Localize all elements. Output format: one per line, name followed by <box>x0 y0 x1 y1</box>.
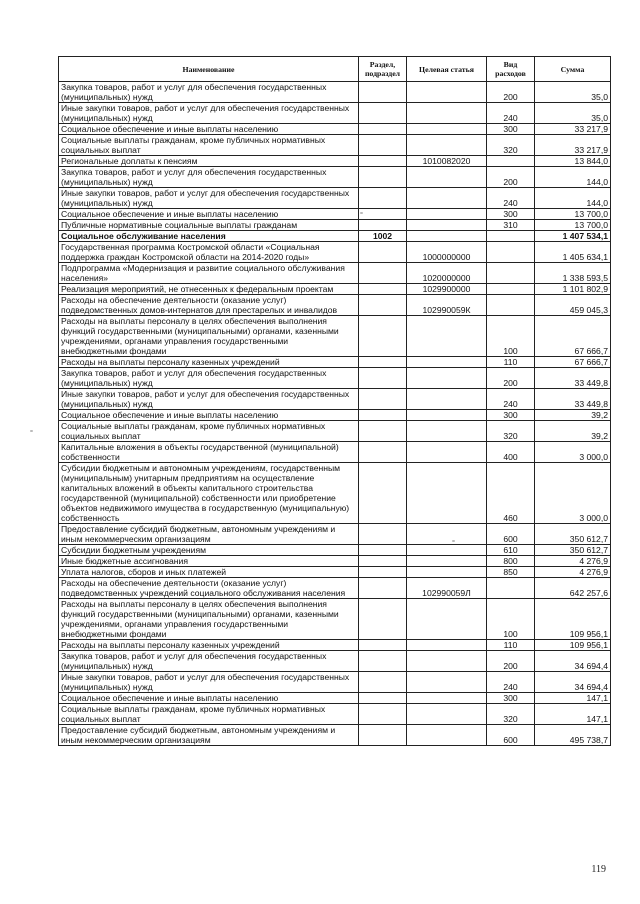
cell-section <box>359 368 407 389</box>
table-row <box>59 231 611 242</box>
table-row <box>59 284 611 295</box>
cell-amount: 144,0 <box>535 188 611 209</box>
cell-section <box>359 156 407 167</box>
cell-cost-item <box>407 567 487 578</box>
table-row <box>59 599 611 640</box>
cell-section <box>359 284 407 295</box>
cell-amount: 147,1 <box>535 693 611 704</box>
cell-amount: 495 738,7 <box>535 725 611 746</box>
table-row <box>59 389 611 410</box>
cell-name: Предоставление субсидий бюджетным, автономным учреждениям и иным некоммерческим организациям <box>59 524 359 545</box>
cell-section <box>359 693 407 704</box>
cell-name: Публичные нормативные социальные выплаты гражданам <box>59 220 359 231</box>
table-row <box>59 209 611 220</box>
table-row <box>59 188 611 209</box>
cell-amount: 4 276,9 <box>535 556 611 567</box>
cell-section <box>359 725 407 746</box>
cell-amount: 13 700,0 <box>535 220 611 231</box>
cell-amount: 67 666,7 <box>535 357 611 368</box>
table-row <box>59 672 611 693</box>
cell-section <box>359 124 407 135</box>
cell-expense-type: 600 <box>487 524 535 545</box>
cell-section: 1002 <box>359 231 407 242</box>
cell-cost-item <box>407 556 487 567</box>
cell-expense-type <box>487 284 535 295</box>
cell-expense-type: 320 <box>487 704 535 725</box>
cell-cost-item <box>407 545 487 556</box>
cell-section <box>359 167 407 188</box>
cell-cost-item: 102990059Л <box>407 578 487 599</box>
cell-amount: 1 101 802,9 <box>535 284 611 295</box>
table-row <box>59 651 611 672</box>
cell-cost-item <box>407 704 487 725</box>
cell-section <box>359 295 407 316</box>
cell-name: Расходы на выплаты персоналу в целях обеспечения выполнения функций государственными (муниципальными) органами, казенными учреждениями, органами управления государственными внебюджетными фондами <box>59 316 359 357</box>
table-row <box>59 442 611 463</box>
cell-expense-type: 300 <box>487 693 535 704</box>
cell-cost-item <box>407 672 487 693</box>
table-row <box>59 103 611 124</box>
cell-name: Подпрограмма «Модернизация и развитие социального обслуживания населения» <box>59 263 359 284</box>
cell-cost-item: 1000000000 <box>407 242 487 263</box>
cell-section <box>359 567 407 578</box>
cell-expense-type: 110 <box>487 357 535 368</box>
budget-table <box>58 56 611 746</box>
cell-cost-item <box>407 524 487 545</box>
table-row <box>59 725 611 746</box>
cell-cost-item <box>407 103 487 124</box>
cell-section <box>359 545 407 556</box>
table-row <box>59 410 611 421</box>
cell-expense-type: 200 <box>487 651 535 672</box>
cell-amount: 33 217,9 <box>535 124 611 135</box>
table-row <box>59 135 611 156</box>
cell-expense-type: 240 <box>487 672 535 693</box>
table-row <box>59 704 611 725</box>
cell-amount: 39,2 <box>535 421 611 442</box>
scan-speck <box>30 430 33 432</box>
cell-cost-item <box>407 135 487 156</box>
cell-cost-item <box>407 368 487 389</box>
cell-section <box>359 263 407 284</box>
cell-cost-item <box>407 725 487 746</box>
cell-expense-type <box>487 156 535 167</box>
cell-name: Иные закупки товаров, работ и услуг для обеспечения государственных (муниципальных) нужд <box>59 103 359 124</box>
cell-amount: 3 000,0 <box>535 463 611 524</box>
cell-name: Расходы на выплаты персоналу казенных учреждений <box>59 640 359 651</box>
header-amount: Сумма <box>535 57 611 82</box>
cell-cost-item <box>407 209 487 220</box>
cell-expense-type: 240 <box>487 188 535 209</box>
cell-name: Социальное обслуживание населения <box>59 231 359 242</box>
cell-expense-type: 310 <box>487 220 535 231</box>
cell-expense-type <box>487 578 535 599</box>
cell-cost-item <box>407 640 487 651</box>
cell-cost-item <box>407 421 487 442</box>
cell-amount: 459 045,3 <box>535 295 611 316</box>
cell-expense-type: 300 <box>487 124 535 135</box>
cell-section <box>359 82 407 103</box>
cell-section <box>359 316 407 357</box>
cell-name: Социальное обеспечение и иные выплаты населению <box>59 124 359 135</box>
cell-section <box>359 640 407 651</box>
cell-expense-type: 400 <box>487 442 535 463</box>
cell-expense-type: 240 <box>487 103 535 124</box>
header-section: Раздел, подраздел <box>359 57 407 82</box>
cell-cost-item: 1029900000 <box>407 284 487 295</box>
table-row <box>59 567 611 578</box>
cell-section <box>359 209 407 220</box>
cell-amount: 1 405 634,1 <box>535 242 611 263</box>
cell-name: Расходы на выплаты персоналу в целях обеспечения выполнения функций государственными (муниципальными) органами, казенными учреждениями, органами управления государственными внебюджетными фондами <box>59 599 359 640</box>
cell-name: Закупка товаров, работ и услуг для обеспечения государственных (муниципальных) нужд <box>59 651 359 672</box>
cell-cost-item: 1020000000 <box>407 263 487 284</box>
table-row <box>59 524 611 545</box>
cell-amount: 67 666,7 <box>535 316 611 357</box>
cell-name: Закупка товаров, работ и услуг для обеспечения государственных (муниципальных) нужд <box>59 167 359 188</box>
cell-section <box>359 103 407 124</box>
cell-section <box>359 651 407 672</box>
cell-cost-item: 1010082020 <box>407 156 487 167</box>
table-row <box>59 82 611 103</box>
cell-expense-type: 200 <box>487 368 535 389</box>
cell-cost-item <box>407 231 487 242</box>
cell-section <box>359 704 407 725</box>
header-expense-type: Вид расходов <box>487 57 535 82</box>
cell-amount: 34 694,4 <box>535 651 611 672</box>
cell-expense-type: 320 <box>487 135 535 156</box>
cell-expense-type: 800 <box>487 556 535 567</box>
header-name: Наименование <box>59 57 359 82</box>
cell-section <box>359 578 407 599</box>
cell-expense-type <box>487 242 535 263</box>
cell-section <box>359 556 407 567</box>
cell-name: Иные закупки товаров, работ и услуг для обеспечения государственных (муниципальных) нужд <box>59 672 359 693</box>
scan-speck <box>452 540 455 542</box>
cell-section <box>359 410 407 421</box>
table-row <box>59 368 611 389</box>
cell-expense-type: 300 <box>487 410 535 421</box>
cell-amount: 1 338 593,5 <box>535 263 611 284</box>
cell-cost-item <box>407 188 487 209</box>
cell-amount: 109 956,1 <box>535 640 611 651</box>
cell-expense-type <box>487 263 535 284</box>
cell-section <box>359 242 407 263</box>
cell-amount: 642 257,6 <box>535 578 611 599</box>
cell-name: Субсидии бюджетным и автономным учреждениям, государственным (муниципальным) унитарным предприятиям на осуществление капитальных вложений в объекты капитального строительства государственной (муниципальной) собственности или приобретение объектов недвижимого имущества в государственную (муниципальную) собственность <box>59 463 359 524</box>
table-body <box>59 82 611 746</box>
cell-name: Иные закупки товаров, работ и услуг для обеспечения государственных (муниципальных) нужд <box>59 188 359 209</box>
cell-amount: 1 407 534,1 <box>535 231 611 242</box>
cell-amount: 35,0 <box>535 103 611 124</box>
table-row <box>59 578 611 599</box>
table-header <box>59 57 611 82</box>
cell-expense-type: 320 <box>487 421 535 442</box>
cell-name: Закупка товаров, работ и услуг для обеспечения государственных (муниципальных) нужд <box>59 368 359 389</box>
cell-expense-type: 240 <box>487 389 535 410</box>
cell-name: Расходы на обеспечение деятельности (оказание услуг) подведомственных домов-интернатов для престарелых и инвалидов <box>59 295 359 316</box>
table-row <box>59 357 611 368</box>
cell-section <box>359 188 407 209</box>
cell-section <box>359 220 407 231</box>
cell-name: Иные бюджетные ассигнования <box>59 556 359 567</box>
table-row <box>59 316 611 357</box>
cell-amount: 350 612,7 <box>535 545 611 556</box>
cell-cost-item <box>407 463 487 524</box>
scan-speck <box>360 212 363 214</box>
cell-amount: 147,1 <box>535 704 611 725</box>
table-row <box>59 295 611 316</box>
table-row <box>59 556 611 567</box>
cell-name: Государственная программа Костромской области «Социальная поддержка граждан Костромской области на 2014-2020 годы» <box>59 242 359 263</box>
cell-cost-item <box>407 316 487 357</box>
table-row <box>59 545 611 556</box>
cell-section <box>359 135 407 156</box>
cell-amount: 4 276,9 <box>535 567 611 578</box>
cell-name: Социальные выплаты гражданам, кроме публичных нормативных социальных выплат <box>59 135 359 156</box>
table-row <box>59 167 611 188</box>
cell-name: Субсидии бюджетным учреждениям <box>59 545 359 556</box>
cell-amount: 34 694,4 <box>535 672 611 693</box>
cell-name: Иные закупки товаров, работ и услуг для обеспечения государственных (муниципальных) нужд <box>59 389 359 410</box>
cell-name: Расходы на выплаты персоналу казенных учреждений <box>59 357 359 368</box>
cell-section <box>359 524 407 545</box>
cell-expense-type: 610 <box>487 545 535 556</box>
cell-expense-type: 200 <box>487 82 535 103</box>
cell-expense-type: 200 <box>487 167 535 188</box>
cell-expense-type: 460 <box>487 463 535 524</box>
cell-cost-item <box>407 389 487 410</box>
cell-expense-type: 300 <box>487 209 535 220</box>
cell-cost-item <box>407 651 487 672</box>
cell-amount: 109 956,1 <box>535 599 611 640</box>
cell-expense-type: 600 <box>487 725 535 746</box>
header-cost-item: Целевая статья <box>407 57 487 82</box>
cell-name: Закупка товаров, работ и услуг для обеспечения государственных (муниципальных) нужд <box>59 82 359 103</box>
cell-amount: 33 217,9 <box>535 135 611 156</box>
cell-amount: 35,0 <box>535 82 611 103</box>
table-row <box>59 242 611 263</box>
cell-name: Реализация мероприятий, не отнесенных к федеральным проектам <box>59 284 359 295</box>
cell-name: Социальное обеспечение и иные выплаты населению <box>59 209 359 220</box>
cell-section <box>359 599 407 640</box>
cell-amount: 33 449,8 <box>535 389 611 410</box>
cell-expense-type: 100 <box>487 599 535 640</box>
cell-name: Региональные доплаты к пенсиям <box>59 156 359 167</box>
cell-section <box>359 442 407 463</box>
cell-expense-type: 100 <box>487 316 535 357</box>
table-row <box>59 124 611 135</box>
cell-section <box>359 421 407 442</box>
cell-name: Социальное обеспечение и иные выплаты населению <box>59 410 359 421</box>
cell-name: Уплата налогов, сборов и иных платежей <box>59 567 359 578</box>
cell-cost-item <box>407 442 487 463</box>
cell-cost-item <box>407 220 487 231</box>
cell-section <box>359 672 407 693</box>
cell-amount: 13 700,0 <box>535 209 611 220</box>
cell-amount: 350 612,7 <box>535 524 611 545</box>
cell-cost-item <box>407 167 487 188</box>
cell-expense-type: 110 <box>487 640 535 651</box>
cell-cost-item <box>407 410 487 421</box>
cell-expense-type: 850 <box>487 567 535 578</box>
table-row <box>59 421 611 442</box>
cell-amount: 144,0 <box>535 167 611 188</box>
cell-name: Расходы на обеспечение деятельности (оказание услуг) подведомственных учреждений социального обслуживания населения <box>59 578 359 599</box>
cell-cost-item <box>407 599 487 640</box>
cell-section <box>359 389 407 410</box>
cell-name: Социальные выплаты гражданам, кроме публичных нормативных социальных выплат <box>59 704 359 725</box>
page-number: 119 <box>591 864 606 875</box>
cell-name: Социальное обеспечение и иные выплаты населению <box>59 693 359 704</box>
cell-expense-type <box>487 231 535 242</box>
table-row <box>59 463 611 524</box>
table-row <box>59 156 611 167</box>
cell-name: Капитальные вложения в объекты государственной (муниципальной) собственности <box>59 442 359 463</box>
cell-cost-item: 102990059К <box>407 295 487 316</box>
cell-name: Социальные выплаты гражданам, кроме публичных нормативных социальных выплат <box>59 421 359 442</box>
table-row <box>59 693 611 704</box>
cell-cost-item <box>407 693 487 704</box>
cell-amount: 13 844,0 <box>535 156 611 167</box>
cell-amount: 33 449,8 <box>535 368 611 389</box>
cell-amount: 39,2 <box>535 410 611 421</box>
table-row <box>59 263 611 284</box>
cell-cost-item <box>407 82 487 103</box>
cell-cost-item <box>407 124 487 135</box>
table-row <box>59 640 611 651</box>
cell-section <box>359 357 407 368</box>
cell-cost-item <box>407 357 487 368</box>
cell-expense-type <box>487 295 535 316</box>
table-row <box>59 220 611 231</box>
cell-name: Предоставление субсидий бюджетным, автономным учреждениям и иным некоммерческим организациям <box>59 725 359 746</box>
cell-amount: 3 000,0 <box>535 442 611 463</box>
cell-section <box>359 463 407 524</box>
